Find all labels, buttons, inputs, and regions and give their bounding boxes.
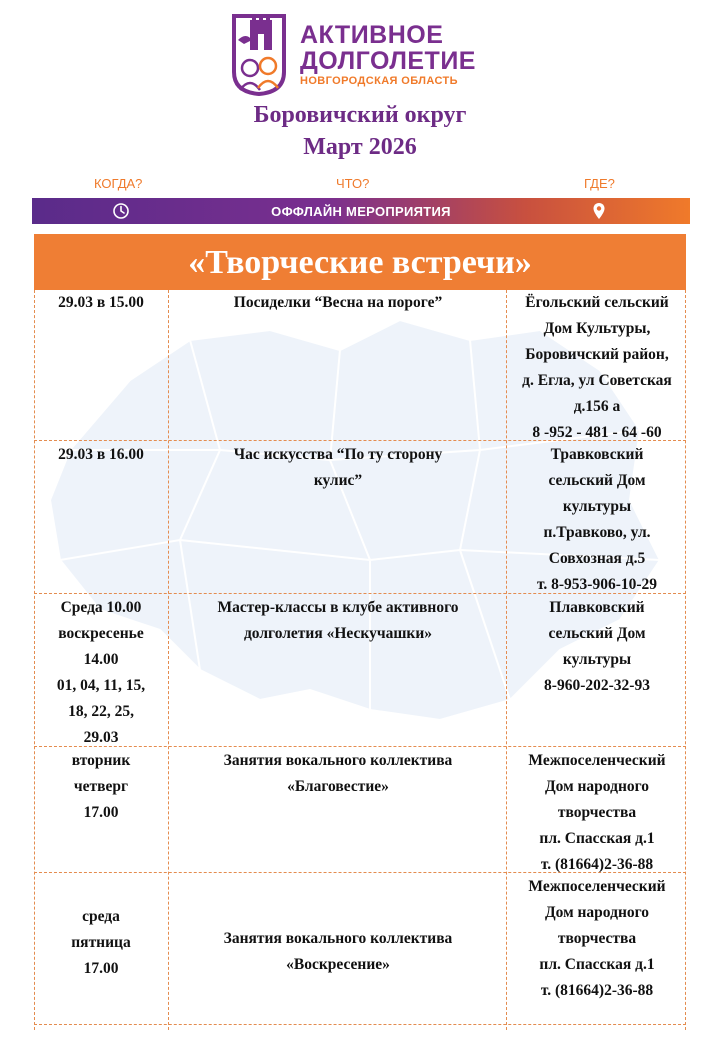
table-divider-2	[506, 290, 507, 1030]
text-line: воскресенье	[58, 625, 144, 642]
text-line: 01, 04, 11, 15,	[56, 677, 146, 694]
row-separator	[34, 1024, 686, 1025]
text-line: Дом народного	[544, 904, 650, 921]
district-title: Боровичский округ	[253, 102, 467, 128]
text-line: Дом Культуры,	[543, 320, 651, 337]
event-3-when	[36, 595, 166, 751]
text-line: творчества	[557, 804, 637, 821]
event-1-what	[172, 290, 504, 316]
column-questions	[0, 176, 720, 194]
text-line: Дом народного	[544, 778, 650, 795]
text-line: «Благовестие»	[287, 778, 389, 795]
text-line: культуры	[562, 651, 632, 668]
text-line: кулис”	[313, 472, 363, 489]
text-line: культуры	[562, 498, 632, 515]
text-line: д. Егла, ул Советская	[522, 372, 672, 389]
text-line: вторник	[71, 752, 131, 769]
text-line: пл. Спасская д.1	[539, 956, 655, 973]
text-line: Ёгольский сельский	[525, 294, 669, 311]
event-1-when	[36, 290, 166, 316]
logo	[228, 10, 498, 98]
text-line: Посиделки “Весна на пороге”	[233, 294, 443, 311]
text-line: т. (81664)2-36-88	[540, 856, 654, 873]
logo-emblem-icon	[228, 10, 290, 96]
event-2-where	[508, 442, 686, 598]
what-label: ЧТО?	[336, 176, 370, 191]
text-line: 17.00	[83, 804, 119, 821]
text-line: Занятия вокального коллектива	[223, 930, 453, 947]
text-line: 8 -952 - 481 - 64 -60	[532, 424, 662, 441]
text-line: пл. Спасская д.1	[539, 830, 655, 847]
event-5-what	[172, 926, 504, 978]
text-line: Занятия вокального коллектива	[223, 752, 453, 769]
event-3-what	[172, 595, 504, 647]
text-line: Совхозная д.5	[548, 550, 646, 567]
logo-text	[300, 22, 476, 88]
offline-events-bar	[32, 198, 690, 224]
event-3-where	[508, 595, 686, 699]
text-line: д.156 а	[573, 398, 621, 415]
text-line: Плавковский	[549, 599, 645, 616]
when-label: КОГДА?	[94, 176, 143, 191]
section-title: «Творческие встречи»	[188, 244, 532, 281]
text-line: творчества	[557, 930, 637, 947]
text-line: четверг	[73, 778, 129, 795]
event-2-what	[172, 442, 504, 494]
section-banner	[34, 234, 686, 290]
text-line: пятница	[71, 934, 131, 951]
text-line: п.Травково, ул.	[543, 524, 651, 541]
text-line: 17.00	[83, 960, 119, 977]
text-line: «Воскресение»	[286, 956, 390, 973]
event-4-what	[172, 748, 504, 800]
location-pin-icon	[592, 202, 606, 220]
text-line: т. (81664)2-36-88	[540, 982, 654, 999]
bar-title: ОФФЛАЙН МЕРОПРИЯТИЯ	[271, 204, 451, 219]
logo-line-1: АКТИВНОЕ	[300, 21, 444, 49]
event-4-where	[508, 748, 686, 878]
text-line: сельский Дом	[548, 625, 646, 642]
text-line: Боровичский район,	[525, 346, 669, 363]
logo-line-3: НОВГОРОДСКАЯ ОБЛАСТЬ	[300, 75, 458, 87]
table-divider-1	[168, 290, 169, 1030]
month-title: Март 2026	[303, 134, 417, 160]
text-line: т. 8-953-906-10-29	[536, 576, 658, 593]
text-line: 29.03 в 15.00	[58, 294, 144, 311]
text-line: Час искусства “По ту сторону	[233, 446, 443, 463]
where-label: ГДЕ?	[584, 176, 615, 191]
text-line: 14.00	[83, 651, 119, 668]
text-line: 18, 22, 25,	[68, 703, 134, 720]
text-line: 29.03	[83, 729, 119, 746]
events-table	[34, 290, 686, 1030]
text-line: 8-960-202-32-93	[544, 677, 650, 694]
event-4-when	[36, 748, 166, 826]
text-line: Среда 10.00	[60, 599, 142, 616]
text-line: долголетия «Нескучашки»	[243, 625, 433, 642]
event-5-when	[36, 904, 166, 982]
text-line: Межпоселенческий	[528, 752, 666, 769]
logo-line-2: ДОЛГОЛЕТИЕ	[300, 47, 476, 75]
text-line: Травковский	[550, 446, 644, 463]
text-line: сельский Дом	[548, 472, 646, 489]
text-line: 29.03 в 16.00	[58, 446, 144, 463]
event-5-where	[508, 874, 686, 1004]
text-line: Межпоселенческий	[528, 878, 666, 895]
table-border-left	[34, 290, 35, 1030]
event-1-where	[508, 290, 686, 446]
event-2-when	[36, 442, 166, 468]
text-line: среда	[82, 908, 120, 925]
text-line: Мастер-классы в клубе активного	[217, 599, 459, 616]
